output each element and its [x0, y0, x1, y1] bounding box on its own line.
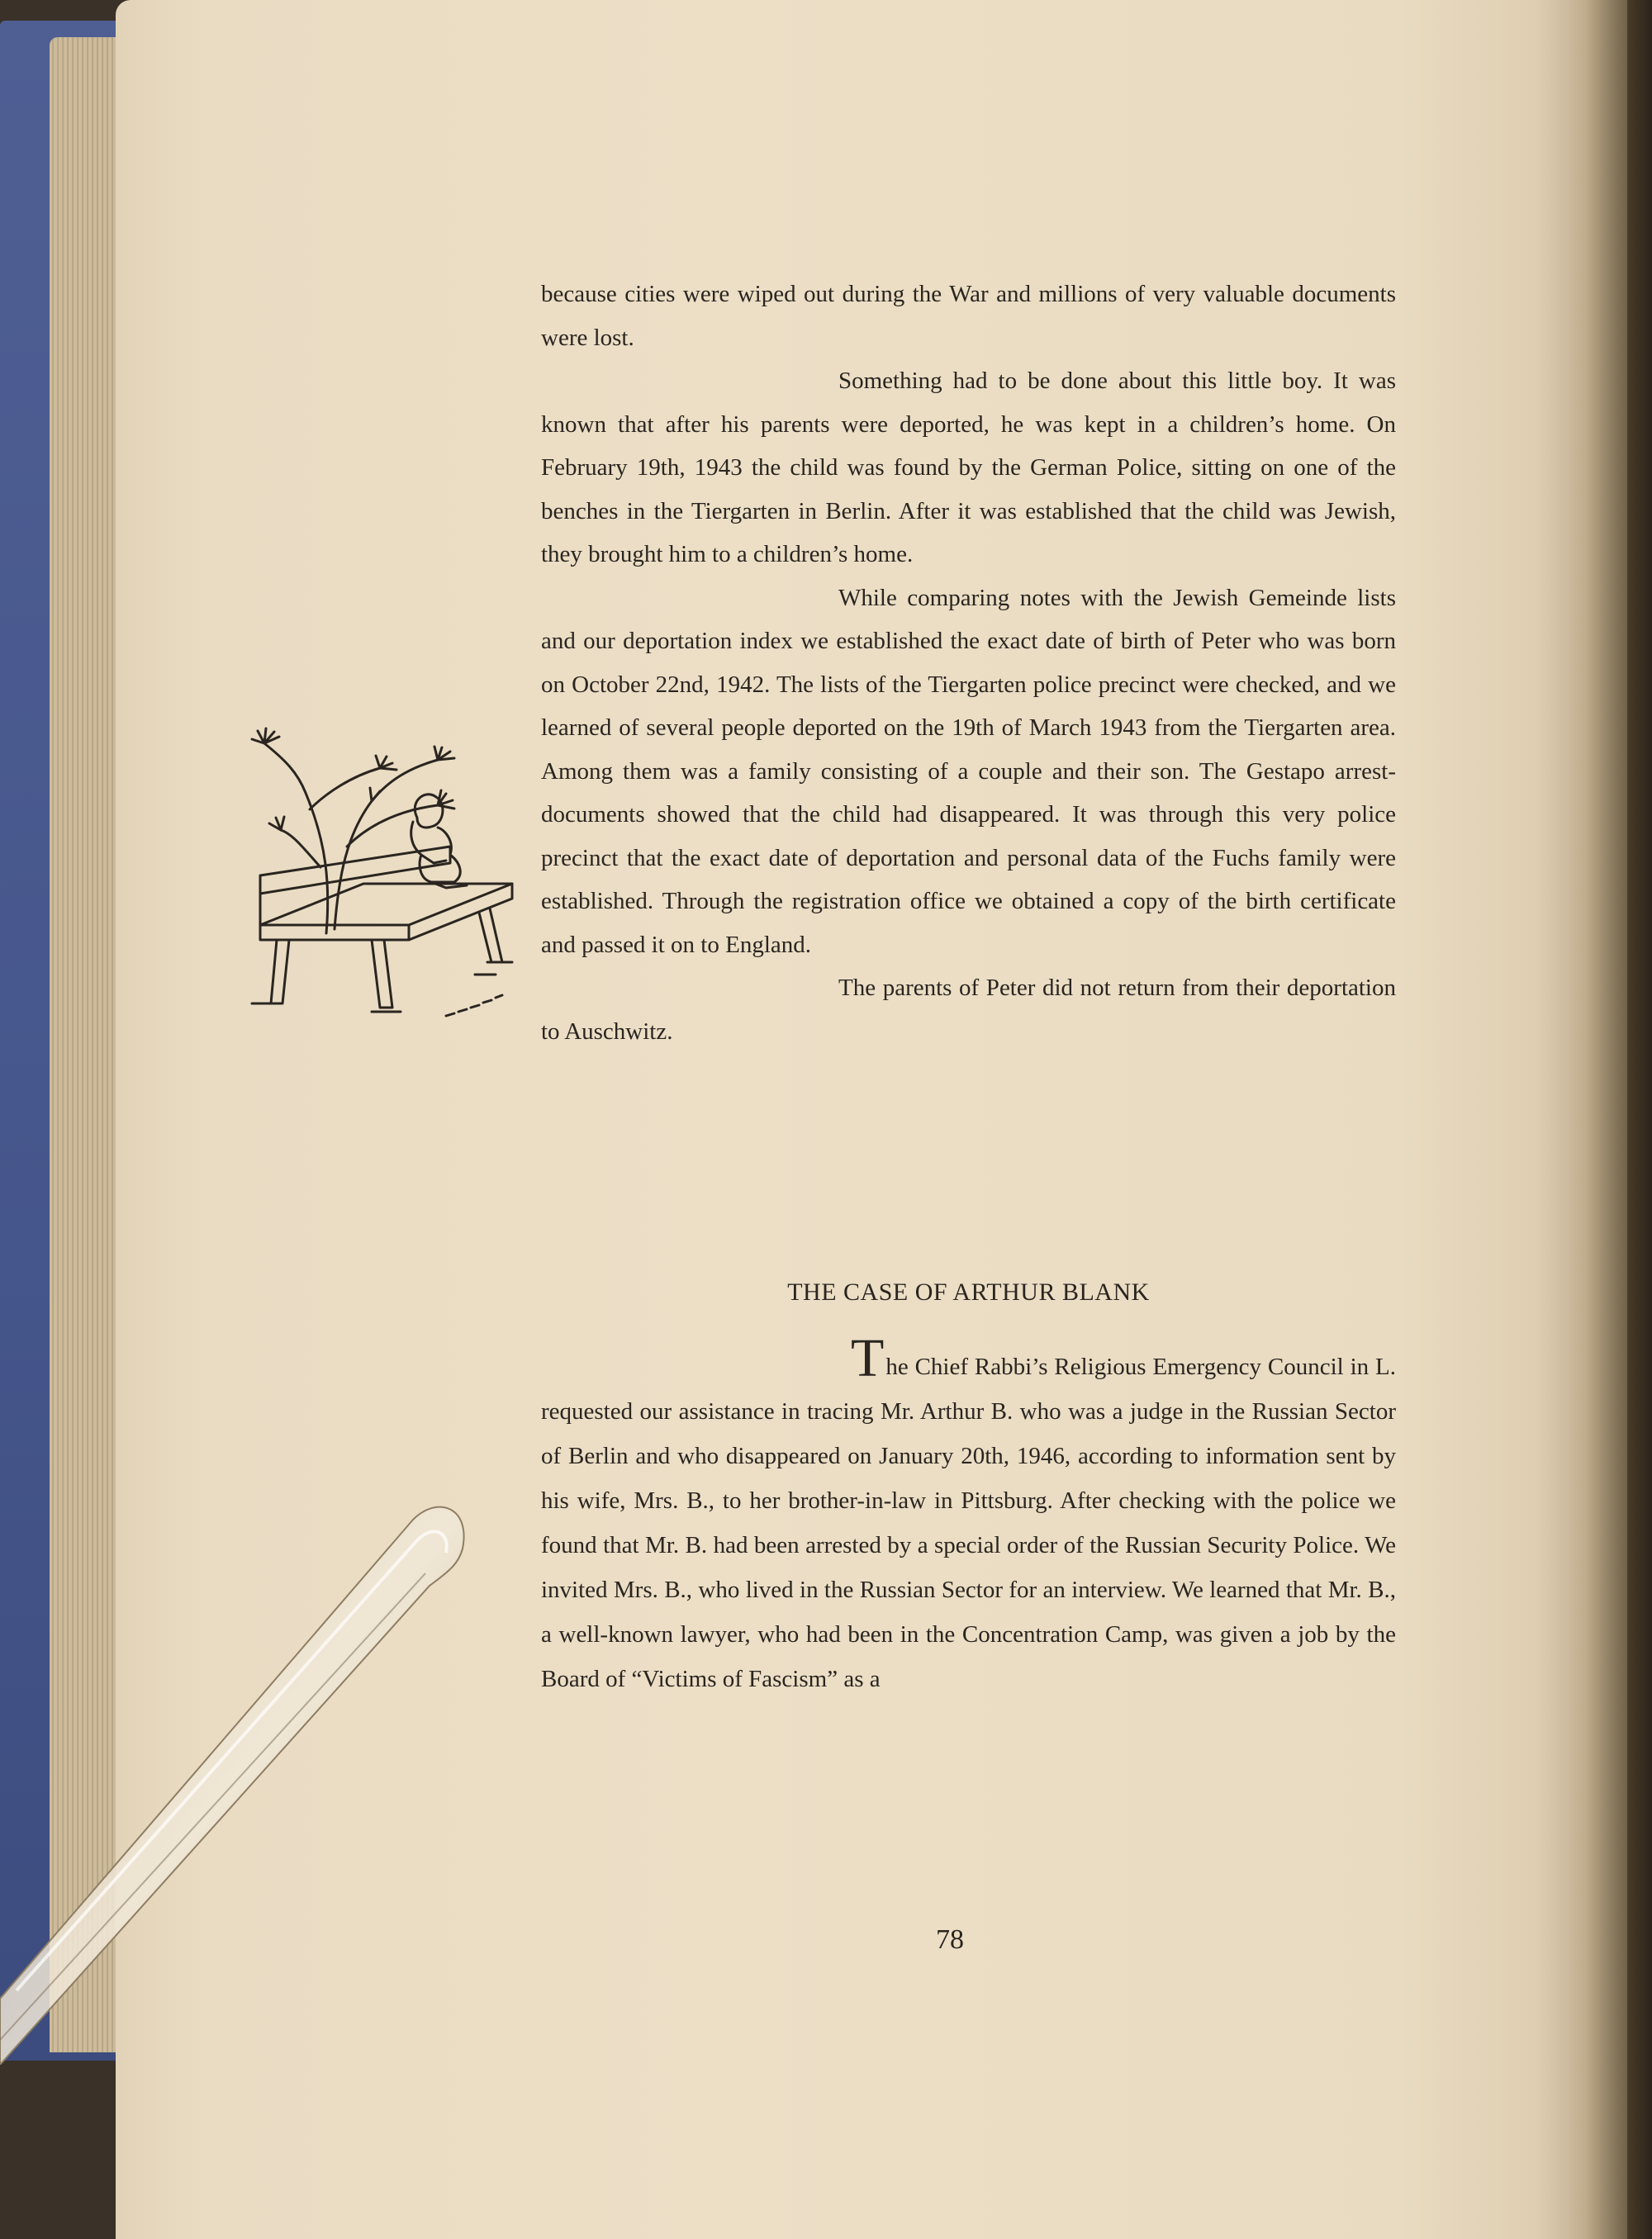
paragraph-continuation: because cities were wiped out during the War and millions of very valuable documents were lost. [541, 281, 1396, 351]
child-on-bench-illustration [248, 677, 553, 1024]
paragraph-comparing-notes: While comparing notes with the Jewish Gemeinde lists and our deportation index we established the exact date of birth of Peter who was born on October 22nd, 1942. The lists of the Tiergarten police precinct were checked, and we learned of several people deported on the 19th of March 1943 from the Tiergarten area. Among them was a family consisting of a couple and their son. The Gestapo arrest-documents showed that the child had disappeared. It was through this very police precinct that the exact date of deportation and personal data of the Fuchs family were established. Through the registration office we obtained a copy of the birth certificate and passed it on to England. [541, 584, 1396, 958]
drop-cap: T [851, 1328, 885, 1388]
section-paragraph-text: he Chief Rabbi’s Religious Emergency Council in L. requested our assistance in tracing Mr. Arthur B. who was a judge in the Russian Sector of Berlin and who disappeared on January 20th, 1946, according to information sent by his wife, Mrs. B., to her brother-in-law in Pittsburg. After checking with the police we found that Mr. B. had been arrested by a special order of the Russian Security Police. We invited Mrs. B., who lived in the Russian Sector for an interview. We learned that Mr. B., a well-known lawyer, who had been in the Concentration Camp, was given a job by the Board of “Victims of Fascism” as a [541, 1354, 1396, 1692]
page-number: 78 [936, 1924, 964, 1955]
paragraph-parents: The parents of Peter did not return from their deportation to Auschwitz. [541, 975, 1396, 1045]
section-body [541, 1328, 1396, 1701]
body-text [541, 273, 1396, 1053]
page-holder-clip [0, 1470, 496, 2065]
book-gutter [1627, 0, 1652, 2239]
spine-shadow [1536, 0, 1627, 2239]
section-heading: THE CASE OF ARTHUR BLANK [787, 1278, 1150, 1306]
paragraph-little-boy: Something had to be done about this little boy. It was known that after his parents were deported, he was kept in a children’s home. On February 19th, 1943 the child was found by the German Police, sitting on one of the benches in the Tiergarten in Berlin. After it was established that the child was Jewish, they brought him to a children’s home. [541, 368, 1396, 567]
section-paragraph [541, 1328, 1396, 1701]
